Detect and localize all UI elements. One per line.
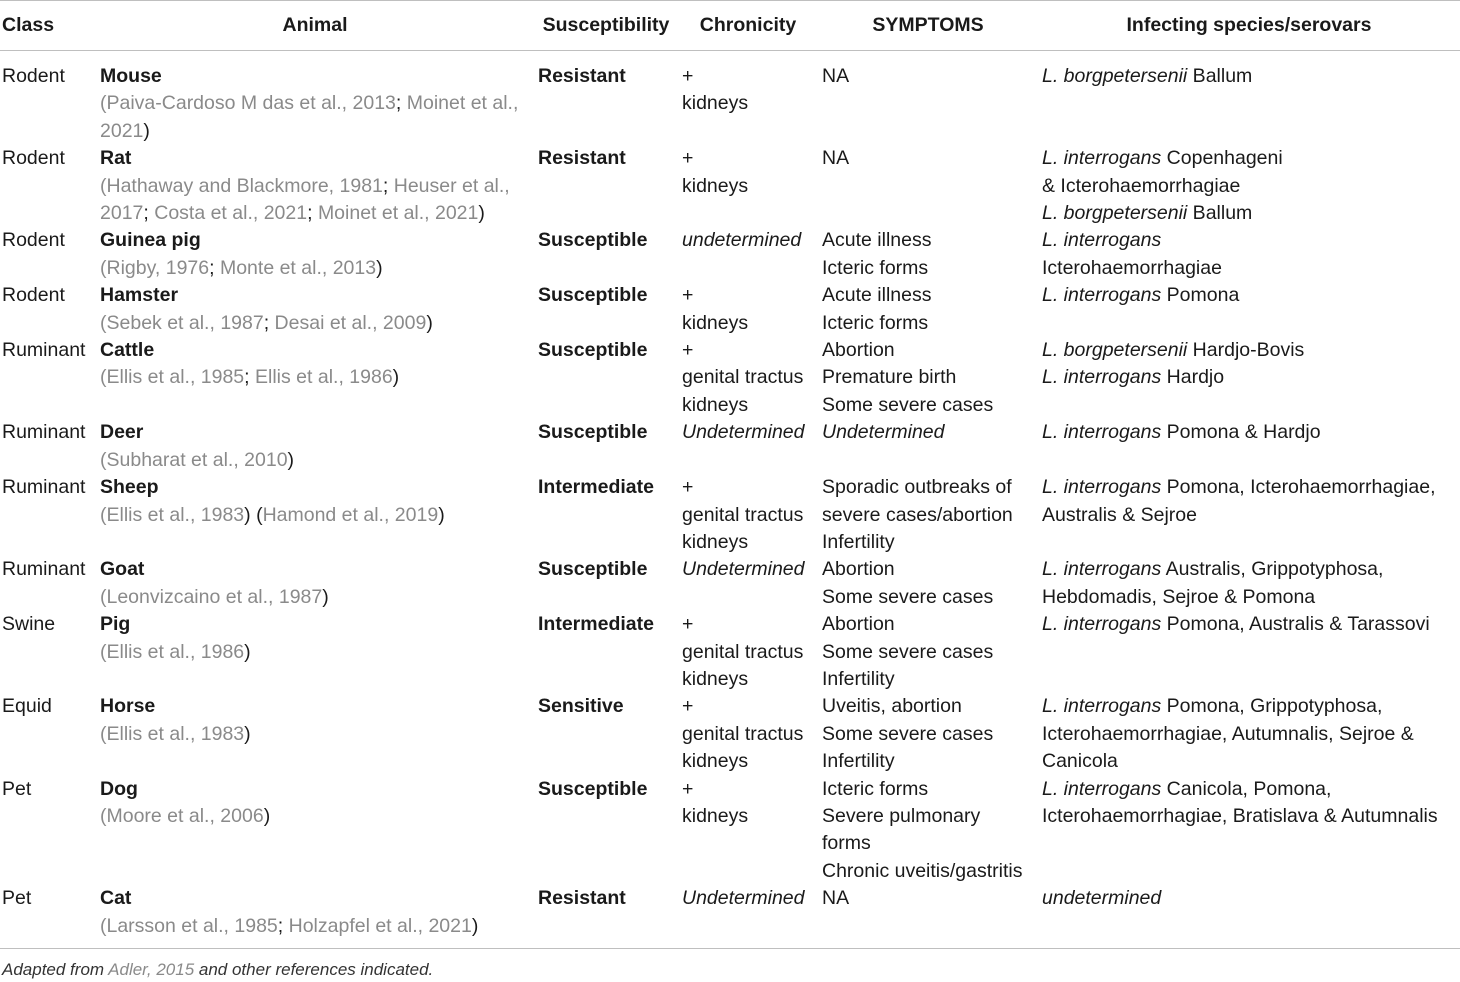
cell-chronicity xyxy=(678,556,818,611)
chronicity-line: + xyxy=(682,613,694,636)
cell-susceptibility: Resistant xyxy=(538,65,626,87)
chronicity-line: Undetermined xyxy=(682,558,805,581)
cell-susceptibility: Susceptible xyxy=(538,421,648,444)
animal-name: Cattle xyxy=(100,339,155,362)
serovar-text: Australis & Sejroe xyxy=(1042,503,1197,526)
infecting-line xyxy=(1042,502,1456,529)
header-susceptibility: Susceptibility xyxy=(534,1,678,51)
cell-class: Ruminant xyxy=(2,558,86,581)
cell-infecting xyxy=(1038,51,1460,146)
infecting-line xyxy=(1042,556,1456,583)
species-name: L. interrogans xyxy=(1042,284,1162,307)
cell-class: Rodent xyxy=(2,284,65,307)
cell-class: Ruminant xyxy=(2,421,86,444)
infecting-line xyxy=(1042,282,1456,309)
species-name: L. borgpetersenii xyxy=(1042,65,1188,87)
chronicity-line: + xyxy=(682,65,694,87)
cell-symptoms xyxy=(818,693,1038,775)
header-class: Class xyxy=(0,1,96,51)
symptom-line: Infertility xyxy=(822,667,895,690)
reference-separator: ) xyxy=(376,256,383,279)
symptom-line: Some severe cases xyxy=(822,722,994,745)
symptom-line: Icteric forms xyxy=(822,777,929,800)
reference-link[interactable]: (Rigby, 1976 xyxy=(100,256,210,279)
animal-references xyxy=(100,586,329,608)
reference-link[interactable]: (Ellis et al., 1983 xyxy=(100,503,245,526)
infecting-line xyxy=(1042,721,1456,748)
cell-chronicity xyxy=(678,51,818,146)
species-name: L. interrogans xyxy=(1042,695,1162,718)
species-name: L. borgpetersenii xyxy=(1042,202,1188,225)
serovar-text: Icterohaemorrhagiae, Autumnalis, Sejroe & xyxy=(1042,722,1414,745)
reference-link[interactable]: Monte et al., 2013 xyxy=(219,256,377,279)
cell-animal xyxy=(96,227,534,282)
table-row xyxy=(0,776,1460,886)
chronicity-line: kidneys xyxy=(682,92,749,115)
symptom-line: Some severe cases xyxy=(822,585,994,608)
reference-separator: ) xyxy=(438,503,445,526)
reference-separator: ) ( xyxy=(244,503,263,526)
animal-name: Mouse xyxy=(100,65,162,87)
cell-infecting xyxy=(1038,885,1460,948)
cell-animal xyxy=(96,337,534,419)
symptom-line: Infertility xyxy=(822,530,895,553)
species-name: L. interrogans xyxy=(1042,613,1162,636)
cell-animal xyxy=(96,885,534,948)
chronicity-line: genital tractus xyxy=(682,640,804,663)
animal-references xyxy=(100,723,251,745)
table-row xyxy=(0,51,1460,146)
cell-animal xyxy=(96,611,534,693)
chronicity-line: + xyxy=(682,284,694,307)
animal-references xyxy=(100,366,399,388)
cell-symptoms xyxy=(818,556,1038,611)
table-row xyxy=(0,693,1460,775)
animal-name: Cat xyxy=(100,887,132,910)
reference-separator: ; xyxy=(382,174,394,197)
cell-animal xyxy=(96,282,534,337)
reference-link[interactable]: (Paiva-Cardoso M das et al., 2013 xyxy=(100,92,396,115)
animal-references xyxy=(100,92,518,141)
cell-susceptibility: Resistant xyxy=(534,885,678,948)
cell-chronicity xyxy=(678,885,818,948)
cell-infecting xyxy=(1038,474,1460,556)
cell-susceptibility: Sensitive xyxy=(538,695,624,718)
reference-link[interactable]: Moinet et al., 2021 xyxy=(100,92,519,142)
serovar-text: Hebdomadis, Sejroe & Pomona xyxy=(1042,585,1316,608)
reference-link[interactable]: (Leonvizcaino et al., 1987 xyxy=(100,585,323,608)
cell-chronicity xyxy=(678,693,818,775)
table-body xyxy=(0,51,1460,949)
reference-separator: ) xyxy=(244,640,251,663)
infecting-line xyxy=(1042,337,1456,364)
infecting-line xyxy=(1042,474,1456,501)
cell-class: Rodent xyxy=(2,65,65,87)
table-row xyxy=(0,885,1460,948)
animal-references xyxy=(100,915,478,937)
table-row xyxy=(0,611,1460,693)
infecting-line xyxy=(1042,803,1456,830)
cell-animal xyxy=(96,474,534,556)
serovar-text: Pomona, Australis & Tarassovi xyxy=(1161,613,1430,636)
serovar-text: Canicola, Pomona, xyxy=(1161,777,1332,800)
cell-animal xyxy=(96,419,534,474)
symptom-line: Abortion xyxy=(822,613,895,636)
species-name: L. interrogans xyxy=(1042,421,1162,444)
reference-separator: ) xyxy=(244,722,251,745)
chronicity-line: genital tractus xyxy=(682,722,804,745)
symptom-line: Icteric forms xyxy=(822,311,929,334)
reference-separator: ; xyxy=(395,92,407,115)
symptom-line: Premature birth xyxy=(822,366,957,389)
symptom-line: Abortion xyxy=(822,558,895,581)
table-row xyxy=(0,556,1460,611)
symptom-line: Some severe cases xyxy=(822,393,994,416)
symptom-line: Undetermined xyxy=(822,421,945,444)
reference-link[interactable]: (Ellis et al., 1983 xyxy=(100,722,245,745)
reference-link[interactable]: (Hathaway and Blackmore, 1981 xyxy=(100,174,383,197)
reference-separator: ) xyxy=(478,202,485,225)
cell-symptoms xyxy=(818,337,1038,419)
animal-references xyxy=(100,449,294,471)
cell-chronicity xyxy=(678,419,818,474)
cell-infecting xyxy=(1038,556,1460,611)
reference-separator: ) xyxy=(471,914,479,937)
symptom-line: NA xyxy=(822,65,850,87)
species-name: L. interrogans xyxy=(1042,558,1162,581)
species-name: L. interrogans xyxy=(1042,147,1162,170)
reference-separator: ; xyxy=(209,256,220,279)
cell-animal xyxy=(96,51,534,146)
cell-symptoms xyxy=(818,51,1038,146)
reference-separator: ; xyxy=(244,366,255,389)
reference-separator: ) xyxy=(322,585,329,608)
serovar-text: Ballum xyxy=(1187,65,1253,87)
serovar-text: Copenhageni xyxy=(1161,147,1283,170)
symptom-line: Abortion xyxy=(822,339,895,362)
symptom-line: Icteric forms xyxy=(822,256,929,279)
cell-susceptibility: Susceptible xyxy=(538,777,648,800)
infecting-line xyxy=(1042,776,1456,803)
chronicity-line: kidneys xyxy=(682,530,749,553)
reference-separator: ) xyxy=(143,119,150,142)
cell-animal xyxy=(96,693,534,775)
animal-references xyxy=(100,504,445,526)
chronicity-line: genital tractus xyxy=(682,503,804,526)
cell-infecting xyxy=(1038,419,1460,474)
animal-references xyxy=(100,805,270,827)
species-name: undetermined xyxy=(1042,887,1162,910)
species-name: L. interrogans xyxy=(1042,366,1162,389)
header-animal: Animal xyxy=(96,1,534,51)
cell-chronicity xyxy=(678,776,818,886)
infecting-line xyxy=(1042,611,1456,638)
reference-link[interactable]: (Subharat et al., 2010 xyxy=(100,448,288,471)
cell-class: Ruminant xyxy=(2,339,86,362)
cell-class: Pet xyxy=(0,885,96,948)
animal-references xyxy=(100,641,251,663)
chronicity-line: Undetermined xyxy=(682,887,805,910)
cell-susceptibility: Intermediate xyxy=(538,613,654,636)
cell-class: Rodent xyxy=(2,147,65,170)
cell-chronicity xyxy=(678,227,818,282)
animal-name: Rat xyxy=(100,147,132,170)
infecting-line xyxy=(1042,584,1456,611)
serovar-text: Australis, Grippotyphosa, xyxy=(1161,558,1384,581)
cell-susceptibility: Resistant xyxy=(538,147,626,170)
symptom-line: forms xyxy=(822,832,871,855)
chronicity-line: + xyxy=(682,339,694,362)
cell-chronicity xyxy=(678,611,818,693)
cell-symptoms xyxy=(818,282,1038,337)
symptom-line: Uveitis, abortion xyxy=(822,695,962,718)
header-infecting: Infecting species/serovars xyxy=(1038,1,1460,51)
infecting-line xyxy=(1042,173,1456,200)
header-symptoms: SYMPTOMS xyxy=(818,1,1038,51)
cell-susceptibility: Susceptible xyxy=(538,339,648,362)
table-row xyxy=(0,474,1460,556)
infecting-line xyxy=(1042,364,1456,391)
symptom-line: Acute illness xyxy=(822,284,932,307)
animal-name: Guinea pig xyxy=(100,229,201,252)
cell-symptoms xyxy=(818,885,1038,948)
chronicity-line: kidneys xyxy=(682,804,749,827)
serovar-text: Pomona & Hardjo xyxy=(1161,421,1321,444)
reference-link[interactable]: Desai et al., 2009 xyxy=(274,311,427,334)
animal-name: Goat xyxy=(100,558,145,581)
table-row xyxy=(0,145,1460,227)
cell-animal xyxy=(96,556,534,611)
reference-link[interactable]: (Moore et al., 2006 xyxy=(100,804,264,827)
reference-link[interactable]: (Ellis et al., 1985 xyxy=(100,366,245,389)
cell-symptoms xyxy=(818,145,1038,227)
infecting-line xyxy=(1042,885,1456,912)
serovar-text: Hardjo-Bovis xyxy=(1187,339,1305,362)
cell-chronicity xyxy=(678,474,818,556)
reference-separator: ) xyxy=(426,311,433,334)
cell-symptoms xyxy=(818,474,1038,556)
serovar-text: Icterohaemorrhagiae, Bratislava & Autumnalis xyxy=(1042,804,1438,827)
serovar-text: Icterohaemorrhagiae xyxy=(1042,256,1222,279)
cell-animal xyxy=(96,776,534,886)
species-name: L. interrogans xyxy=(1042,476,1162,499)
animal-name: Sheep xyxy=(100,476,159,499)
animal-name: Deer xyxy=(100,421,144,444)
cell-susceptibility: Intermediate xyxy=(538,476,654,499)
cell-infecting xyxy=(1038,282,1460,337)
infecting-line xyxy=(1042,693,1456,720)
reference-link[interactable]: Ellis et al., 1986 xyxy=(255,366,393,389)
animal-references xyxy=(100,312,433,334)
cell-susceptibility: Susceptible xyxy=(538,284,648,307)
symptom-line: NA xyxy=(822,147,850,170)
animal-name: Dog xyxy=(100,777,138,800)
cell-susceptibility: Susceptible xyxy=(538,229,648,252)
reference-separator: ; xyxy=(263,311,275,334)
symptom-line: Severe pulmonary xyxy=(822,804,981,827)
chronicity-line: kidneys xyxy=(682,667,749,690)
symptom-line: Acute illness xyxy=(822,229,932,252)
species-name: L. borgpetersenii xyxy=(1042,339,1188,362)
infecting-line xyxy=(1042,63,1456,90)
symptom-line: Chronic uveitis/gastritis xyxy=(822,859,1023,882)
cell-animal xyxy=(96,145,534,227)
chronicity-line: kidneys xyxy=(682,174,749,197)
table-row xyxy=(0,419,1460,474)
serovar-text: Ballum xyxy=(1187,202,1253,225)
animal-name: Pig xyxy=(100,613,131,636)
species-name: L. interrogans xyxy=(1042,229,1162,252)
reference-link[interactable]: Moinet et al., 2021 xyxy=(317,202,479,225)
chronicity-line: kidneys xyxy=(682,311,749,334)
cell-chronicity xyxy=(678,145,818,227)
reference-separator: ) xyxy=(287,448,295,471)
reference-link[interactable]: (Sebek et al., 1987 xyxy=(100,311,264,334)
serovar-text: Pomona, Icterohaemorrhagiae, xyxy=(1161,476,1436,499)
serovar-text: Pomona, Grippotyphosa, xyxy=(1161,695,1383,718)
serovar-text: Hardjo xyxy=(1161,366,1225,389)
cell-infecting xyxy=(1038,145,1460,227)
reference-separator: ; xyxy=(307,202,318,225)
reference-separator: ) xyxy=(392,366,400,389)
symptom-line: Infertility xyxy=(822,750,895,773)
chronicity-line: + xyxy=(682,147,694,170)
cell-class: Equid xyxy=(2,695,52,718)
footnote-prefix: Adapted from xyxy=(2,960,109,979)
header-row xyxy=(0,1,1460,51)
cell-chronicity xyxy=(678,282,818,337)
chronicity-line: genital tractus xyxy=(682,366,804,389)
cell-symptoms xyxy=(818,611,1038,693)
table-row xyxy=(0,227,1460,282)
cell-susceptibility: Susceptible xyxy=(538,558,648,581)
cell-infecting xyxy=(1038,611,1460,693)
cell-infecting xyxy=(1038,693,1460,775)
header-chronicity: Chronicity xyxy=(678,1,818,51)
infecting-line xyxy=(1042,748,1456,775)
chronicity-line: undetermined xyxy=(682,229,802,252)
symptom-line: Sporadic outbreaks of xyxy=(822,476,1012,499)
chronicity-line: Undetermined xyxy=(682,421,805,444)
footnote-suffix: and other references indicated. xyxy=(194,960,434,979)
reference-separator: ; xyxy=(277,914,289,937)
reference-separator: ; xyxy=(143,202,155,225)
reference-link[interactable]: Costa et al., 2021 xyxy=(154,202,308,225)
chronicity-line: + xyxy=(682,777,694,800)
symptom-line: NA xyxy=(822,887,850,910)
reference-link[interactable]: (Ellis et al., 1986 xyxy=(100,640,245,663)
cell-infecting xyxy=(1038,227,1460,282)
animal-references xyxy=(100,175,510,224)
reference-link[interactable]: Hamond et al., 2019 xyxy=(262,503,439,526)
species-name: L. interrogans xyxy=(1042,777,1162,800)
animal-name: Hamster xyxy=(100,284,179,307)
cell-chronicity xyxy=(678,337,818,419)
cell-class: Pet xyxy=(2,777,32,800)
infecting-line xyxy=(1042,200,1456,227)
serovar-text: Canicola xyxy=(1042,750,1118,773)
reference-separator: ) xyxy=(263,804,271,827)
table-row xyxy=(0,282,1460,337)
cell-class: Rodent xyxy=(2,229,65,252)
cell-symptoms xyxy=(818,419,1038,474)
footnote-ref-link[interactable]: Adler, 2015 xyxy=(108,960,195,979)
cell-infecting xyxy=(1038,337,1460,419)
infecting-line xyxy=(1042,255,1456,282)
table-row xyxy=(0,337,1460,419)
cell-symptoms xyxy=(818,776,1038,886)
chronicity-line: kidneys xyxy=(682,393,749,416)
symptom-line: Some severe cases xyxy=(822,640,994,663)
animal-name: Horse xyxy=(100,695,156,718)
cell-infecting xyxy=(1038,776,1460,886)
infecting-line xyxy=(1042,227,1456,254)
animal-references xyxy=(100,257,383,279)
chronicity-line: + xyxy=(682,695,694,718)
cell-class: Swine xyxy=(2,613,56,636)
reference-link[interactable]: Holzapfel et al., 2021 xyxy=(288,914,472,937)
table-header xyxy=(0,1,1460,51)
symptom-line: severe cases/abortion xyxy=(822,503,1013,526)
serovar-text: Pomona xyxy=(1161,284,1240,307)
cell-symptoms xyxy=(818,227,1038,282)
chronicity-line: + xyxy=(682,476,694,499)
reference-link[interactable]: (Larsson et al., 1985 xyxy=(100,914,278,937)
table-footnote xyxy=(2,958,433,982)
reference-link[interactable]: Heuser et al., 2017 xyxy=(100,174,510,225)
serovar-text: & Icterohaemorrhagiae xyxy=(1042,174,1241,197)
chronicity-line: kidneys xyxy=(682,750,749,773)
infecting-line xyxy=(1042,145,1456,172)
infecting-line xyxy=(1042,419,1456,446)
cell-class: Ruminant xyxy=(2,476,86,499)
